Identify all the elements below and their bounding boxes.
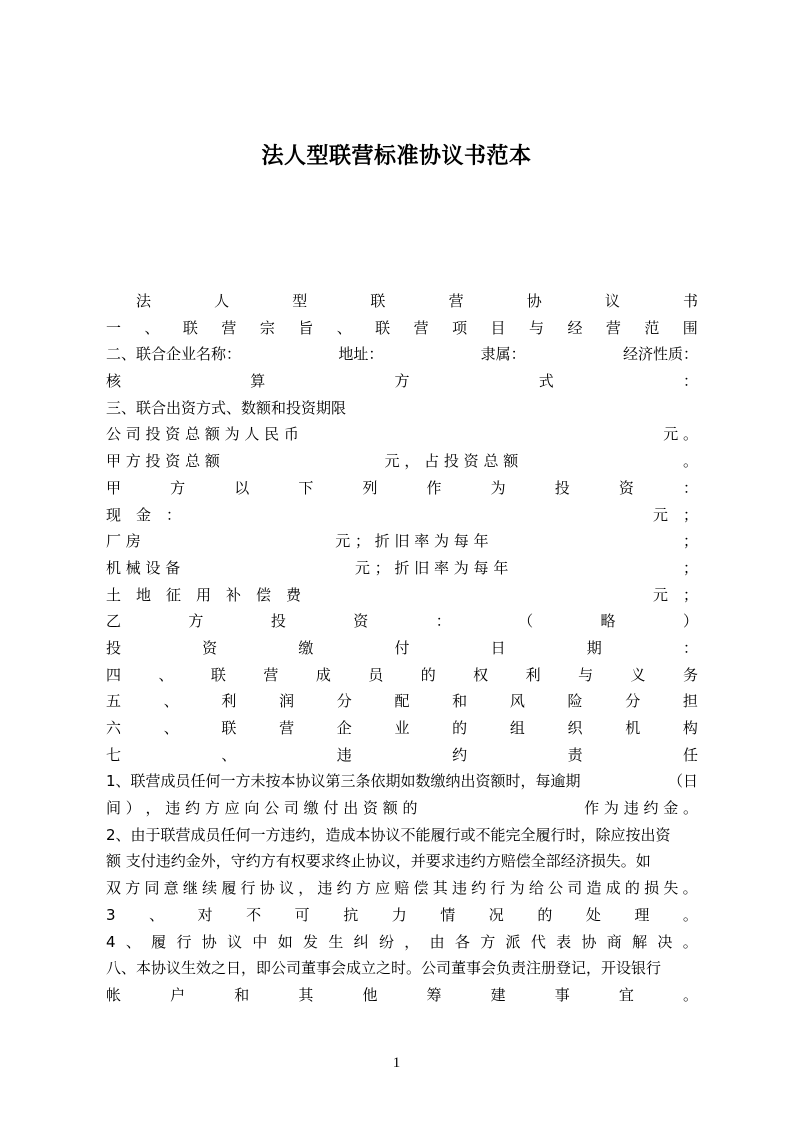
document-line: 厂 房 元 ； 折 旧 率 为 每 年 ； <box>106 532 698 551</box>
document-line: 3 、 对 不 可 抗 力 情 况 的 处 理 。 <box>106 905 698 924</box>
document-line: 三、联合出资方式、数额和投资期限 <box>106 398 347 417</box>
document-line: 2、由于联营成员任何一方违约，造成本协议不能履行或不能完全履行时，除应按出资 <box>106 825 671 844</box>
document-line: 八、本协议生效之日，即公司董事会成立之时。公司董事会负责注册登记，开设银行 <box>106 959 662 978</box>
document-line: 公 司 投 资 总 额 为 人 民 币 元 。 <box>106 425 698 444</box>
document-line: 七 、 违 约 责 任 <box>106 745 698 764</box>
document-line: 1、联营成员任何一方未按本协议第三条依期如数缴纳出资额时，每逾期 （日 <box>106 772 698 791</box>
document-line: 甲 方 以 下 列 作 为 投 资 ： <box>106 478 698 497</box>
document-body <box>106 288 698 1009</box>
document-line: 乙 方 投 资 ： （ 略 ） <box>106 612 698 631</box>
document-line: 六 、 联 营 企 业 的 组 织 机 构 <box>106 719 698 737</box>
document-line: 四 、 联 营 成 员 的 权 利 与 义 务 <box>106 665 698 684</box>
document-line: 额 支付违约金外，守约方有权要求终止协议，并要求违约方赔偿全部经济损失。如 <box>106 852 651 871</box>
document-line: 五 、 利 润 分 配 和 风 险 分 担 <box>106 692 698 711</box>
document-line: 间 ） ， 违 约 方 应 向 公 司 缴 付 出 资 额 的 作 为 违 约 金 。 <box>106 799 698 818</box>
page-title: 法人型联营标准协议书范本 <box>261 144 532 169</box>
document-line: 帐 户 和 其 他 筹 建 事 宜 。 <box>106 985 698 1004</box>
document-line: 投 资 缴 付 日 期 ： <box>106 638 698 657</box>
document-line: 双 方 同 意 继 续 履 行 协 议 ， 违 约 方 应 赔 偿 其 违 约 行 为 给 公 司 造 成 的 损 失 。 <box>106 879 698 898</box>
document-line: 甲 方 投 资 总 额 元 ， 占 投 资 总 额 。 <box>106 452 698 471</box>
document-line: 法 人 型 联 营 协 议 书 <box>136 292 698 310</box>
document-line: 一 、 联 营 宗 旨 、 联 营 项 目 与 经 营 范 围 <box>106 318 698 337</box>
document-line: 机 械 设 备 元 ； 折 旧 率 为 每 年 ； <box>106 558 698 577</box>
document-line: 土 地 征 用 补 偿 费 元 ； <box>106 585 698 604</box>
document-line: 核 算 方 式 ： <box>106 372 698 391</box>
document-line: 二、联合企业名称： 地址： 隶属： 经济性质： <box>106 345 698 364</box>
document-line: 现 金 ： 元 ； <box>106 505 698 524</box>
page-number: 1 <box>392 1055 401 1071</box>
document-line: 4 、 履 行 协 议 中 如 发 生 纠 纷 ， 由 各 方 派 代 表 协 商 解 决 。 <box>106 932 698 951</box>
